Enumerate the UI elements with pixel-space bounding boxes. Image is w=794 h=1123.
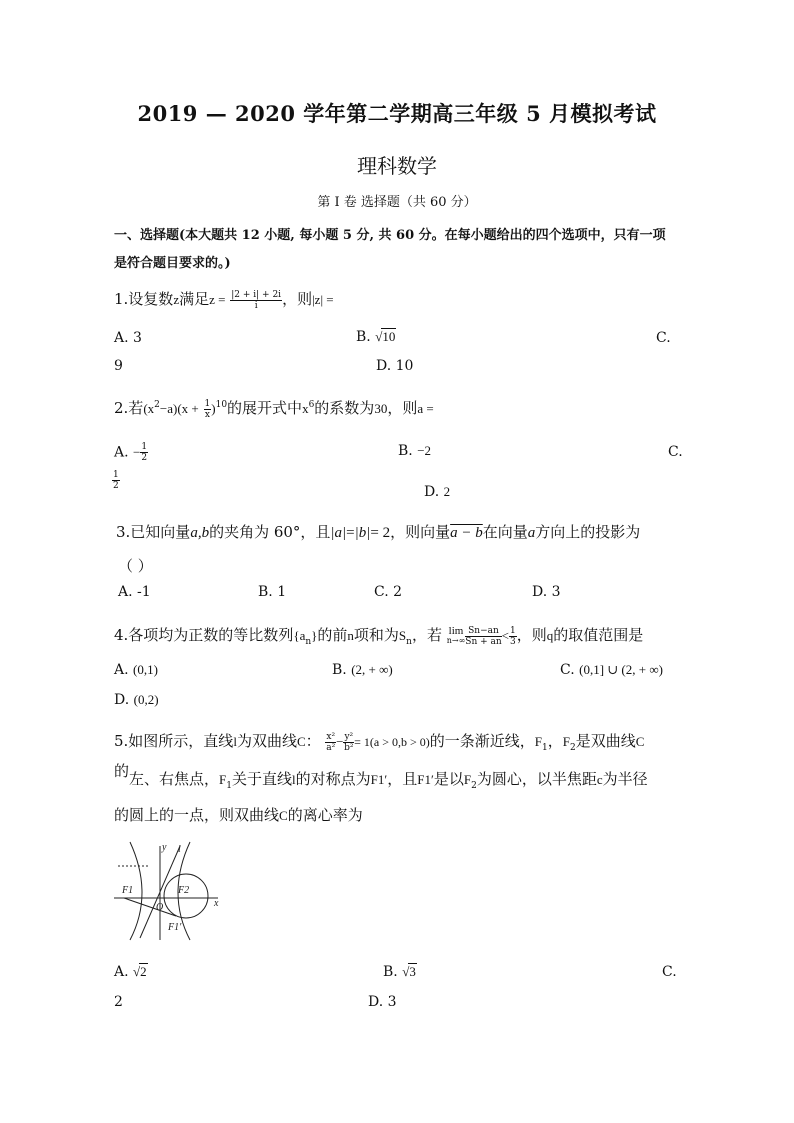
q5-line2-h: 为圆心，以半焦距 [476, 770, 597, 788]
question-5-line-2 [114, 762, 648, 791]
q2-option-c-num: 1 [113, 470, 119, 480]
section-title: 第 I 卷 选择题（共 60 分） [317, 195, 477, 210]
q5-line2-b: 左、右焦点， [129, 770, 220, 788]
q3-text-e: 方向上的投影为 [535, 523, 641, 541]
q5-option-c: C. [662, 964, 677, 980]
question-5-line-3 [114, 804, 363, 825]
q4-option-a-label: A. [114, 662, 129, 678]
q2-expr-d: ) [211, 401, 216, 416]
q4-mid: 的前 [317, 626, 348, 644]
q2-option-c-frac [112, 470, 120, 491]
q5-F1p: F1′ [370, 772, 388, 787]
q3-option-d: D. 3 [532, 584, 561, 600]
q1-frac-den: i [254, 300, 258, 311]
q2-option-c-den: 2 [113, 481, 119, 491]
q2-val: 30 [374, 401, 388, 416]
q5-f2-den: b² [344, 742, 354, 753]
q3-text-d: 在向量 [482, 523, 528, 541]
q5-option-b-radicand: 3 [409, 964, 416, 979]
q3-va: a [527, 525, 536, 541]
q2-frac-num: 1 [204, 398, 211, 409]
instructions-line-2: 是符合题目要求的。) [114, 256, 231, 271]
q5-f2-num: y² [344, 731, 354, 742]
q5-line3: 的圆上的一点，则双曲线 [114, 806, 280, 824]
q3-option-a: A. -1 [118, 584, 151, 600]
q4-option-b-value: (2, + ∞) [351, 662, 393, 677]
q4-option-b [332, 662, 393, 678]
q1-option-c: C. [656, 330, 671, 346]
q5-F2: F [562, 734, 571, 749]
q5-frac-x [325, 732, 336, 753]
q4-option-d-label: D. [114, 692, 130, 708]
q5-C3: C [279, 808, 288, 823]
q4-lim-frac [465, 626, 501, 647]
label-F1: F1 [122, 885, 134, 896]
q2-option-d-label: D. [424, 484, 440, 500]
q4-lim-num: Sn−an [465, 626, 501, 637]
q3-eq2: = 2 [370, 525, 391, 541]
q5-line2-i: 为半径 [602, 770, 648, 788]
q4-prefix: 4.各项均为正数的等比数列 [114, 626, 294, 644]
q1-var-z: z [173, 292, 180, 307]
q3-abs-a: |a| [330, 525, 347, 541]
q4-mid3: ，若 [411, 626, 442, 644]
q5-option-a-radicand: 2 [140, 964, 147, 979]
q5-l: l [233, 734, 237, 749]
q5-frac-y [343, 732, 354, 753]
q4-q: q [546, 628, 554, 643]
q1-option-b [356, 328, 396, 345]
q2-frac-den: x [204, 409, 210, 420]
q2-expr-c: −a)(x + [159, 401, 199, 416]
q4-tail: ，则 [516, 626, 547, 644]
q3-option-c: C. 2 [374, 584, 403, 600]
q5-C2: C [635, 734, 645, 749]
q3-ab: a,b [190, 525, 210, 541]
q1-frac-num: |2 + i| + 2i [231, 289, 282, 300]
label-x: x [214, 898, 219, 909]
exam-title: 2019 — 2020 学年第二学期高三年级 5 月模拟考试 [137, 101, 657, 126]
q5-minus: − [336, 734, 344, 749]
q2-a-eq: a = [417, 401, 434, 416]
q1-option-b-radicand: 10 [382, 329, 396, 344]
question-2 [114, 397, 434, 420]
q4-n: n [347, 628, 354, 643]
q1-fraction [230, 290, 282, 311]
q4-S: S [398, 628, 407, 643]
q1-prefix: 1.设复数 [114, 290, 174, 308]
q5-line2-c-sub: 1 [226, 781, 232, 791]
q2-option-a [114, 442, 148, 463]
q2-option-d [424, 484, 450, 500]
q5-f1-den: a² [326, 742, 336, 753]
q1-mid: 满足 [179, 290, 210, 308]
q2-prefix: 2.若 [114, 399, 144, 417]
q5-line2-d: 关于直线 [232, 770, 293, 788]
q2-mid2: 的系数为 [314, 399, 375, 417]
q4-option-d [114, 692, 159, 708]
q5-eq: = 1(a > 0,b > 0) [354, 735, 430, 749]
q5-f1-num: x² [326, 731, 336, 742]
q3-eq1: = [346, 525, 355, 541]
q4-option-a [114, 662, 158, 678]
q5-line2-g: 是以 [433, 770, 464, 788]
q5-option-b-radical: √3 [402, 964, 416, 979]
q4-ratio-num: 1 [510, 625, 516, 636]
focus-circle [164, 874, 208, 918]
q2-option-d-value: 2 [443, 484, 451, 499]
q4-lim: lim [448, 625, 464, 637]
q4-lim-den: Sn + an [465, 636, 502, 647]
q5-option-b-label: B. [383, 964, 398, 980]
question-5-line-1 [114, 730, 644, 753]
q4-limit [447, 626, 466, 646]
q5-line3-b: 的离心率为 [287, 806, 363, 824]
q4-option-c [560, 662, 663, 678]
q5-F2b: F [463, 772, 472, 787]
question-4 [114, 624, 643, 647]
q5-line2-e: 的对称点为 [295, 770, 371, 788]
q3-text-b: 的夹角为 60°，且 [209, 523, 331, 541]
q4-seq-sub: n [305, 637, 312, 647]
q5-text-a: 5.如图所示，直线 [114, 732, 234, 750]
q2-expr-exp: 10 [215, 400, 228, 410]
q1-option-b-label: B. [356, 329, 371, 345]
q5-option-c-value: 2 [114, 994, 123, 1010]
q3-vec: a − b [450, 525, 483, 541]
reflection-segment [124, 898, 176, 916]
q5-line2-f: ，且 [387, 770, 418, 788]
q4-S-sub: n [406, 637, 412, 647]
q5-line2-a: 的 [114, 762, 130, 780]
label-y: y [162, 842, 167, 853]
q5-C: C [296, 734, 306, 749]
question-1 [114, 288, 334, 311]
q5-F1-sub: 1 [542, 743, 548, 753]
q2-option-c: C. [668, 444, 683, 460]
label-O: O [156, 902, 164, 913]
q1-option-c-value: 9 [114, 358, 123, 374]
question-3 [116, 521, 640, 542]
q3-text-a: 3.已知向量 [116, 523, 191, 541]
label-F1p: F1′ [168, 922, 182, 933]
q5-F1: F [534, 734, 543, 749]
q3-abs-b: |b| [354, 525, 371, 541]
q5-option-d: D. 3 [368, 994, 397, 1010]
q1-option-d: D. 10 [376, 358, 414, 374]
q5-l2: l [292, 772, 296, 787]
q2-option-a-label: A. [114, 444, 129, 461]
q2-x6: x [302, 401, 309, 416]
q2-option-a-den: 2 [141, 453, 148, 463]
q5-option-a [114, 963, 148, 980]
q5-F2b-sub: 2 [471, 781, 477, 791]
q4-option-d-value: (0,2) [133, 692, 159, 707]
q4-seq: {a [293, 628, 306, 643]
q2-option-c-value [112, 470, 120, 491]
q5-F2-sub: 2 [570, 743, 576, 753]
q2-expr-b: 2 [154, 400, 160, 410]
hyperbola-figure [110, 838, 230, 944]
q5-text-b: 为双曲线 [236, 732, 297, 750]
q2-tail: ，则 [387, 399, 418, 417]
q4-tail2: 的取值范围是 [553, 626, 644, 644]
q5-text-c: 的一条渐近线， [429, 732, 535, 750]
q4-lt: < [501, 628, 510, 643]
q5-option-a-label: A. [114, 964, 129, 980]
q2-option-b [398, 443, 431, 459]
q4-lim-sub: n→∞ [446, 636, 466, 645]
q4-option-b-label: B. [332, 662, 347, 678]
q4-seq-end: } [311, 628, 318, 643]
q5-text-d: 是双曲线 [575, 732, 636, 750]
q4-option-c-label: C. [560, 662, 575, 678]
q4-mid2: 项和为 [353, 626, 399, 644]
q4-ratio-den: 3 [510, 636, 516, 647]
q2-option-a-frac [140, 442, 148, 463]
q1-abs-z: |z| = [312, 292, 334, 307]
q2-option-a-num: 1 [141, 442, 148, 452]
q1-option-b-radical: √10 [375, 329, 396, 344]
q1-tail: ，则 [282, 290, 313, 308]
q2-expr-a: (x [143, 401, 155, 416]
q2-option-b-label: B. [398, 443, 413, 459]
instructions-line-1: 一、选择题(本大题共 12 小题, 每小题 5 分, 共 60 分。在每小题给出的四个选项中，只有一项 [114, 228, 666, 243]
q2-x6-exp: 6 [308, 400, 315, 410]
q3-option-b: B. 1 [258, 584, 287, 600]
q3-answer-paren: （ ） [118, 557, 153, 575]
q5-c: c [596, 772, 603, 787]
q5-F1b: F1′ [417, 772, 434, 787]
q5-comma: ， [547, 732, 563, 750]
q4-ratio-frac [509, 626, 517, 647]
q2-option-b-value: −2 [417, 443, 432, 458]
q2-option-a-sign: − [133, 444, 141, 460]
q2-mid: 的展开式中 [227, 399, 303, 417]
q4-option-a-value: (0,1) [133, 662, 158, 677]
label-F2: F2 [178, 885, 190, 896]
q5-option-b [383, 963, 417, 980]
q4-option-c-value: (0,1] ∪ (2, + ∞) [579, 662, 663, 677]
q5-colon: ： [305, 732, 321, 750]
q1-option-a: A. 3 [114, 330, 142, 346]
q3-text-c: ，则向量 [390, 523, 451, 541]
q1-lhs: z = [209, 292, 226, 307]
q5-line2-c: F [219, 772, 227, 787]
q5-option-a-radical: √2 [133, 964, 147, 979]
label-l: l [178, 844, 181, 855]
subject-title: 理科数学 [357, 154, 437, 178]
